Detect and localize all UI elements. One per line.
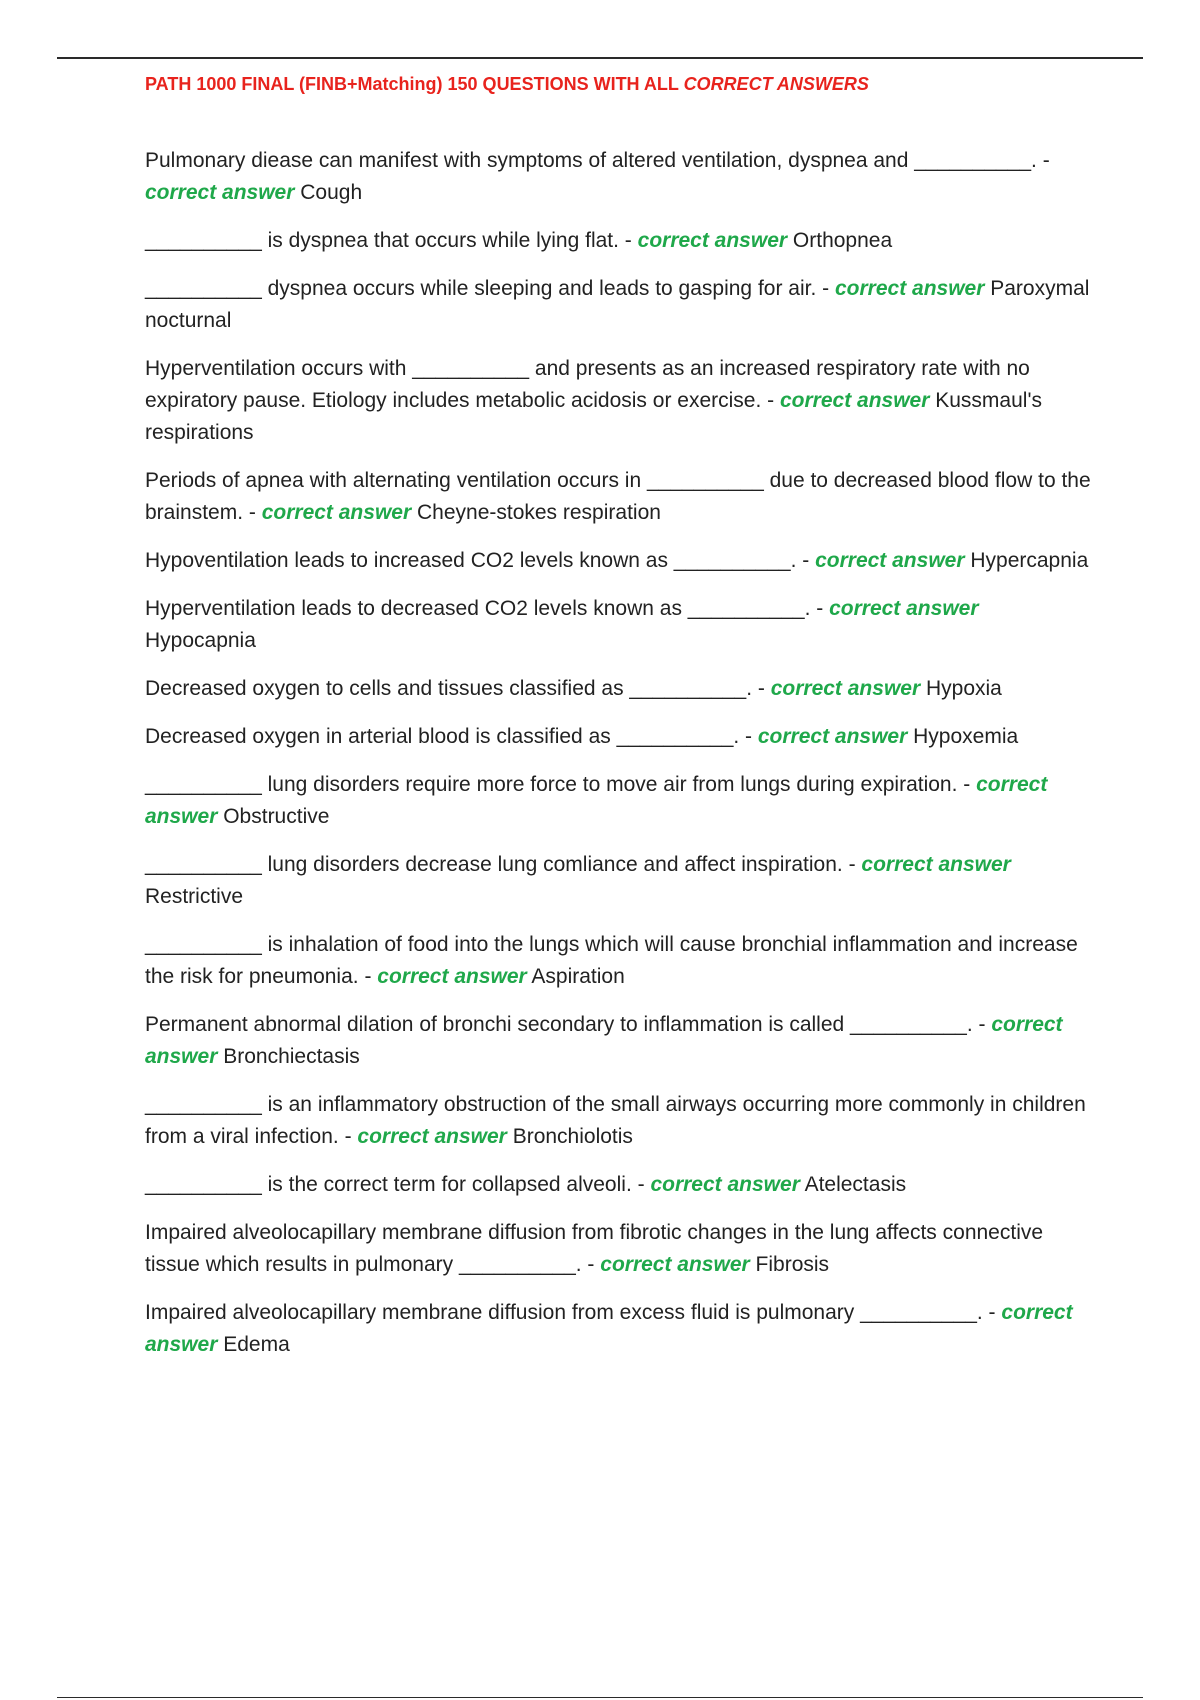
correct-answer-label: correct answer [377,965,527,988]
answer-text: Aspiration [531,965,625,988]
document-title-prefix: PATH 1000 FINAL (FINB+Matching) 150 QUESTIONS WITH ALL [145,74,684,94]
correct-answer-label: correct answer [650,1173,800,1196]
correct-answer-label: correct answer [770,677,921,700]
question-text: __________ lung disorders decrease lung comliance and affect inspiration. - [145,853,856,876]
document-title-emphasis: CORRECT ANSWERS [683,74,869,94]
correct-answer-label: correct answer [357,1125,507,1148]
answer-text: Atelectasis [804,1173,907,1196]
answer-text: Obstructive [223,805,330,828]
question-text: Hyperventilation leads to decreased CO2 levels known as __________. - [145,597,824,620]
correct-answer-label: correct answer [145,1301,1073,1356]
question-text: __________ is inhalation of food into the lungs which will cause bronchial inflammation and increase the risk for pneumonia. - [145,933,1078,988]
answer-text: Hypoxemia [913,725,1019,748]
qa-item [145,145,1095,209]
correct-answer-label: correct answer [861,853,1011,876]
question-text: Impaired alveolocapillary membrane diffusion from fibrotic changes in the lung affects connective tissue which results in pulmonary __________. - [145,1221,1044,1276]
question-text: __________ is an inflammatory obstruction of the small airways occurring more commonly in children from a viral infection. - [145,1093,1086,1148]
qa-item [145,1089,1095,1153]
question-text: Pulmonary diease can manifest with symptoms of altered ventilation, dyspnea and __________. - [145,149,1050,172]
correct-answer-label: correct answer [145,1013,1063,1068]
qa-item [145,1217,1095,1281]
answer-text: Hypercapnia [970,549,1089,572]
question-text: Hyperventilation occurs with __________ and presents as an increased respiratory rate with no expiratory pause. Etiology includes metabolic acidosis or exercise. - [145,357,1030,412]
qa-item [145,769,1095,833]
answer-text: Cough [300,181,363,204]
correct-answer-label: correct answer [779,389,930,412]
answer-text: Bronchiolotis [512,1125,633,1148]
question-text: Permanent abnormal dilation of bronchi secondary to inflammation is called __________. - [145,1013,986,1036]
qa-item [145,225,1095,257]
answer-text: Orthopnea [792,229,893,252]
correct-answer-label: correct answer [829,597,979,620]
qa-item [145,465,1095,529]
bottom-rule [57,1697,1143,1698]
correct-answer-label: correct answer [145,773,1048,828]
correct-answer-label: correct answer [145,181,295,204]
qa-item [145,673,1095,705]
qa-item [145,593,1095,657]
correct-answer-label: correct answer [261,501,412,524]
correct-answer-label: correct answer [757,725,908,748]
qa-item [145,1169,1095,1201]
answer-text: Cheyne-stokes respiration [416,501,661,524]
answer-text: Kussmaul's respirations [145,389,1042,444]
correct-answer-label: correct answer [637,229,788,252]
question-text: Periods of apnea with alternating ventilation occurs in __________ due to decreased blood flow to the brainstem. - [145,469,1091,524]
answer-text: Restrictive [145,885,244,908]
answer-text: Paroxymal nocturnal [145,277,1090,332]
question-text: Decreased oxygen to cells and tissues classified as __________. - [145,677,765,700]
question-text: __________ is the correct term for collapsed alveoli. - [145,1173,645,1196]
top-rule [57,57,1143,59]
qa-item [145,849,1095,913]
correct-answer-label: correct answer [600,1253,750,1276]
qa-item [145,273,1095,337]
qa-item [145,929,1095,993]
qa-item [145,353,1095,449]
qa-item [145,721,1095,753]
answer-text: Fibrosis [755,1253,830,1276]
qa-item [145,545,1095,577]
question-text: __________ dyspnea occurs while sleeping and leads to gasping for air. - [145,277,830,300]
qa-item [145,1297,1095,1361]
question-text: Impaired alveolocapillary membrane diffusion from excess fluid is pulmonary __________. - [145,1301,996,1324]
question-text: Decreased oxygen in arterial blood is classified as __________. - [145,725,753,748]
correct-answer-label: correct answer [834,277,985,300]
document-title [145,74,869,95]
answer-text: Edema [223,1333,290,1356]
question-text: __________ is dyspnea that occurs while lying flat. - [145,229,632,252]
question-text: __________ lung disorders require more force to move air from lungs during expiration. - [145,773,971,796]
answer-text: Bronchiectasis [223,1045,360,1068]
correct-answer-label: correct answer [815,549,965,572]
answer-text: Hypoxia [925,677,1002,700]
question-list [145,145,1095,1377]
answer-text: Hypocapnia [145,629,256,652]
question-text: Hypoventilation leads to increased CO2 levels known as __________. - [145,549,810,572]
qa-item [145,1009,1095,1073]
